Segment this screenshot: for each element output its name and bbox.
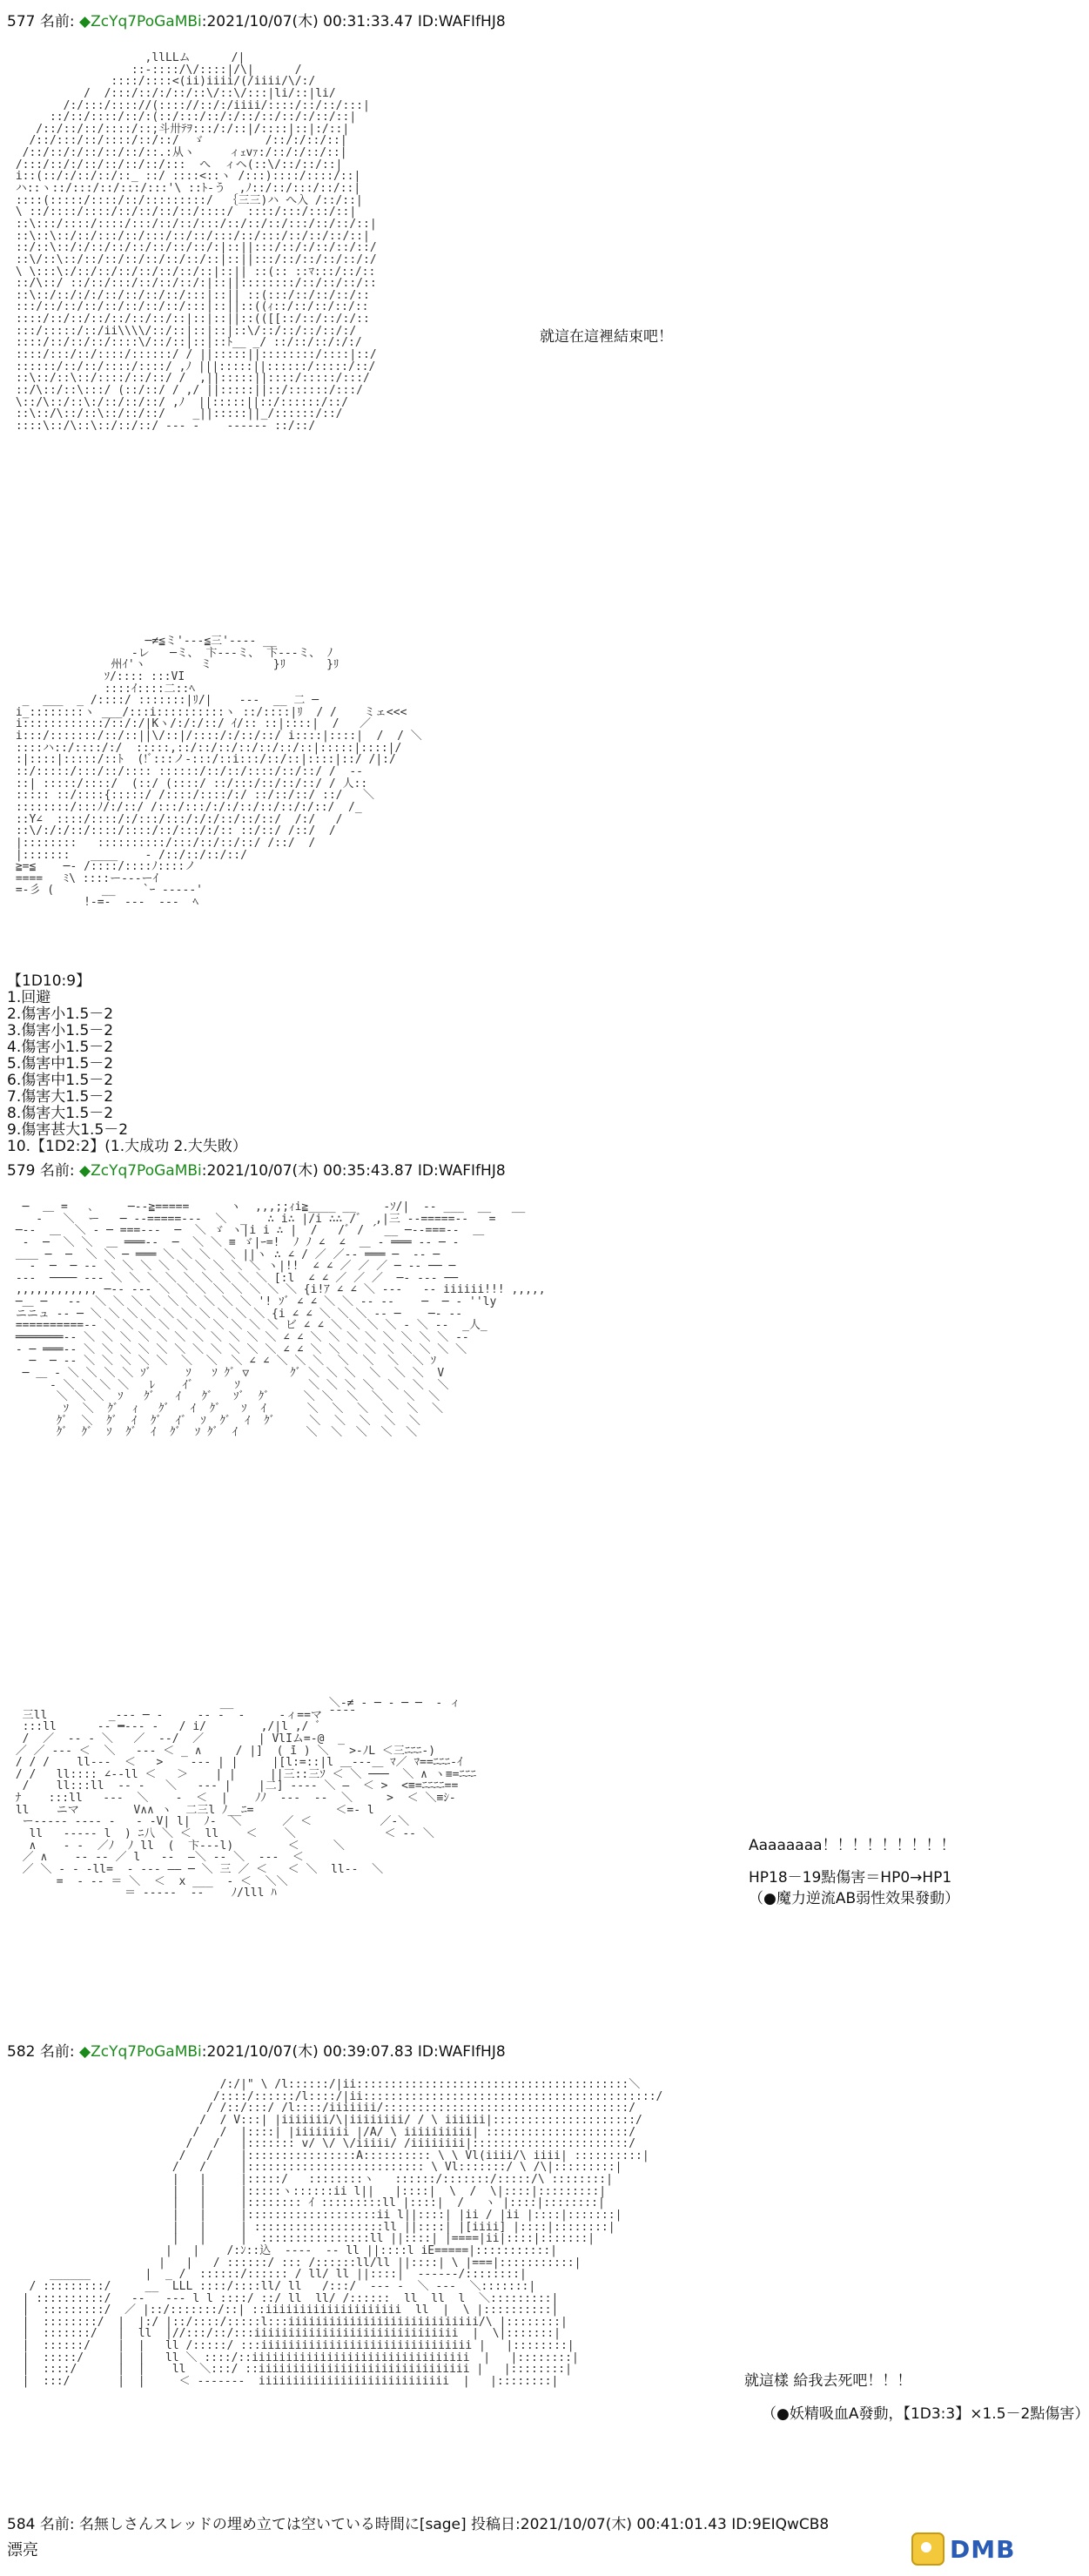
ascii-art-fallen-figure: __ ＼‐≠ ‐ ─ ‐ ─ ─ ‐ ィ 三ll _‐‐‐ ─ ‐ ‐‐ ‐ ‐ ‐ィ==マ ̄ ̄ ̄ ̄ :::ll ‐‐ ━‐‐‐ ‐ / i/ ,/|l ,/ ﾞ / ／ ‐‐ ‐ ＼ ／ ‐‐/ ／ | VlIム=‐@ _ ／ ／ ‐‐‐ ＜ ＼ ‐‐‐ ＜ _ ∧ / |] ( ̄i ) ＼ >‐ﾉL ＜三ﾆﾆﾆ-) / / / ll-‐‐ ＜ > ‐‐‐ | | |[l:=::|l ＿‐‐‐＿ ﾏ／ ﾏ==ﾆﾆﾆ-ｲ / / ll:::: ∠‐‐ll ＜ ＞ | | ||三::三ｿ ＜ ＼ ─── ＼ ∧ ヽ≡=ﾆﾆﾆ / ll:::ll ‐‐ ‐ ＼ ‐‐‐ | |二] ‐‐‐‐ ＼ ― ＜ > <≡=ﾆﾆﾆﾆ== ﾅ :::ll ‐‐‐ ＼ ‐ ＜ | ﾉﾉ ‐‐‐ ‐‐ ＼ > ＜ ＼≡ｼ‐ ll ニマ V∧∧ ヽ 二三l ﾉ__ﾆ= ＜=‐ l ー‐‐‐‐‐ ‐‐‐‐ ‐ ‐ ‐V| l| ﾉ‐ ＼ ／ ＜ ／‐＼ ll ‐‐‐‐‐ l ) ﾆ八 ＼ ＜ ll ＜ ＼ ＜ ‐‐ ＼ ∧ ‐ ‐ ／ﾉ ﾉ ll ( 卞‐‐‐l) ＜ ＼ ／ ∧ ‐‐ ‐‐ ／ l ‐‐ ―＼ ‐‐ ＼ ‐‐‐ ＜ ／ ＼ ‐ ‐ -ll= ‐ ‐‐‐ ―― ─ ＼ 三 ／ ＜ ＜ ＼ ll‐‐ ＼ = ‐ ‐‐ ＝ ＼ ＜ x ___ ‐ ＜ ＼＼ ＝ ‐‐‐‐‐ ‐‐ ﾉ/lll ﾊ: [15, 1697, 476, 1900]
site-logo: [911, 2529, 1042, 2569]
post-header-577: [7, 9, 506, 30]
post-579-side-line-2: HP18－19點傷害＝HP0→HP1: [749, 1869, 952, 1887]
post-meta: 投稿日:2021/10/07(木) 00:41:01.43 ID:9EIQwCB8: [471, 2516, 830, 2533]
dice-line: 5.傷害中1.5－2: [7, 1055, 114, 1073]
dice-line: 10.【1D2:2】(1.大成功 2.大失敗）: [7, 1138, 247, 1156]
dice-line: 9.傷害甚大1.5－2: [7, 1121, 129, 1140]
post-trip[interactable]: ◆ZcYq7PoGaMBi: [79, 13, 202, 30]
post-number: 577: [7, 13, 36, 30]
logo-icon: [911, 2532, 944, 2566]
ascii-art-standing-figure: /:/|" \ /l::::::/|ii::::::::::::::::::::::::::::::::::::::::＼ /::::/::::::/l::::/|ii:::::::::::::::::::::::::::::::::::::::::::/ / /::/:::/ /l::::/iiiiiii/::::::::::::::::::::::::::::::::::::/ / / V:::| |iiiiiii/\|iiiiiiii/ / \ iiiiii|:::::::::::::::::::::/ / / |::::| |iiiiiiii |/A/ \ iiiiiiiiii| :::::::::::::::::::::/ / / |::::::: v/ \/ \/iiiii/ /iiiiiiii|:::::::::::::::::::::::/ / / |::::::::::::::::A:::::::::: \ \ Vl(iiii/\ iiii| ::::::::::| / / |:::::::::::::::::::::::::: \ Vl:::::::/ \ /\|:::::::::| | | |:::::/ ::::::::ヽ ::::::/:::::::/:::::/\ ::::::::| | | |:::::ヽ::::::ii l|| |::::| \ / \|::::|:::::::::| | | |:::::::: ｲ :::::::::ll |::::| / ヽ |::::|::::::::| | | |:::::::::::::::::::ii l||::::| |ii / |ii |::::|:::::::| | | | :::::::::::::::::::ll ||::::| |[iiii] |::::|::::::::| | | | ::::::::::::::::ll ||::::| |====|ii|::::|:::::::| | | /:ﾝ::込 ‐‐‐‐ ‐‐ ll ||::::l iE=====|:::::::::::| | | / ::::::/ ::: /::::::ll/ll ||::::| \ |===|:::::::::::| ______ | _ / ::::::/:::::: / ll/ ll ||::::| ‐‐‐‐‐‐/::::::::| / :::::::::/ __ LLL ::::/::::ll/ ll /:::/ ‐‐‐ ‐ ＼ ‐‐‐ ＼:::::::| | ::::::::::/ ‐‐ ‐‐‐ l l ::::/ ::/ ll ll/ /:::::: ll ll l ＼:::::::::| | :::::::::/ ／ |::/:::::::/::| ::iiiiiiiiiiiiiiiiiiii ll | \ |::::::::::| | ::::::::/ | |:/ |::/::::/:::::l:::iiiiiiiiiiiiiiiiiiiiiiiiiiii/\ |::::::::| | :::::::/ | ll |//:::/::/:::iiiiiiiiiiiiiiiiiiiiiiiiiiiiii | \|:::::::| | ::::::/ | | ll /:::::/ :::iiiiiiiiiiiiiiiiiiiiiiiiiiiiiii | |::::::::| | :::::/ | | ll ＼ ::::/::iiiiiiiiiiiiiiiiiiiiiiiiiiiiiiii | |::::::::| | ::::/ | | ll ＼:::/ ::iiiiiiiiiiiiiiiiiiiiiiiiiiiiiii | |::::::::| | :::/ | | ＜ ‐‐‐‐‐‐‐ iiiiiiiiiiiiiiiiiiiiiiiiiiii | |::::::::|: [22, 2078, 663, 2389]
ascii-art-figure-2: ─≠≦ミ'‐‐‐≦三'‐‐‐‐ __ ‐レ ─ミ、 卞‐‐‐ミ、 卞‐‐‐ミ、 ﾉ 州ｲ'ヽ ミ }ﾘ }ﾘ ｿ/:::: :::VI ::::ｲ::::二::ﾍ _ ___ _ /::::/ :::::::|ﾘ/| ‐‐‐ __ 二 ─ i_::::::::ヽ ___/:::i::::::::::ヽ ::/::::|ﾘ / / ミェ<<< i::::::::::::/::/:/|Kヽ/:/:/::/ ｲ/:: ::|::::| / ／ i:::/:::::::/::/::||\/::|/::::/:/::/::/ i::::|::::| / / ＼ ::::ハ::/::::/:/ :::::,::/::/::/::/::/::/::|:::::|::::|/ :|::::|:::::/::ﾄ (!ﾞ:::ノ‐:::/::i:::/::/::|::::|::/ /|:/ ::/:::::/:::/::/:::: ::::::/::/::/::::/::/::/ / -‐ ::| :::::/::::/ (::/ (::::/ ::/:::/::/::/::/ / 人:: ::::: ::/::::{:::::/ /::::/::::/:/ ::/::/::/ ::/ ＼ ::::::::/:::ﾉ/:/::/ /:::/:::/:/:/::/::/::/:/::/ /_ ::Y∠ ::::/::::/:/:::/:::/:/:/::/::/::/ /:/ / ::\/:/:/::/::::/::::/::/:::/:/:: ::/::/ /::/ / |:::::::: ::::::::::/:::/::/::/::/ /::/ / |::::::: ____ ‐ /::/::/::/::/ ≧=≦ ─‐ /::::/::::ﾉ::::ノ ==== ﾐ\ ::::ー---ーｲ =‐彡 ( __ `ｰ ‐‐--‐' !‐=‐ ‐‐‐ ‐‐‐ ﾍ: [15, 635, 422, 910]
post-meta: :2021/10/07(木) 00:39:07.83 ID:WAFIfHJ8: [201, 2043, 506, 2061]
post-582-side-line-1: 就這樣 給我去死吧！！！: [744, 2372, 912, 2390]
dice-line: 7.傷害大1.5－2: [7, 1088, 114, 1106]
dice-line: 6.傷害中1.5－2: [7, 1072, 114, 1090]
logo-text: DMB: [950, 2534, 1016, 2564]
post-number: 584: [7, 2516, 36, 2533]
dice-line: 4.傷害小1.5－2: [7, 1039, 114, 1057]
dice-line: 8.傷害大1.5－2: [7, 1105, 114, 1123]
post-header-582: [7, 2039, 506, 2061]
dice-line: 2.傷害小1.5－2: [7, 1006, 114, 1024]
post-584-body: 漂亮: [7, 2541, 38, 2559]
post-trip[interactable]: ◆ZcYq7PoGaMBi: [79, 1162, 202, 1180]
post-header-584: [7, 2512, 829, 2533]
dice-result-block: [7, 973, 247, 1155]
ascii-art-figure-1: ,llLLム /| ::-::::/\/::::|/\| / ::::/::::<(ii)iiii/(/iiii/\/:/ / /:::/::/:/::/::\/::\/:::|li/::|li/ /:/:::/:::://(:::://::/:/iiii/::::/::/::/:::| ::/::/::::/::/:(::/:::/::/:/::/::/::/:/::/::| /::/::/::/::::/::;斗卅ﾃｦ:::/:/::|/::::|::|:/::| /::/:::/::/::::/::/::/ ゞ /::/:/::/::| /::/::/:/::/::/::/::.:从ヽ ィｪvｧ:/::/:/::/::| /:::/::/:/::/::/::/::/::: へ ィヘ(::\/::/::/::| i::(::/:/::/::/::_ ::/ ::::<::ヽ /:::)::::/::::/::| ハ::ヽ::/:::/::/:::/:::'\ ::ﾄ-う ,ﾉ::/::/:::/::/::| ::::(:::::/::::/::/:::::::::/ ｛三三)ハ へ入 /::/::| \ ::/::::/::::/::/::/::/::/::::/ ::::/:::/:::/::| ::\:::/::::/::::/:::/::/::/:::/::/::/::/:::/::/::/::| ::\::\::/::/:::/::/:::/::/::/:::/::/:::/::/::/::/::| ::/::\::/:/::/::/::/::/::/::/:|::||:::/::/:/::/::/::/ ::\/::\::/::/::/::/::/::/::/::|::||:::/::/::/::/::/:/ \ \:::\:/::/::/::/::/::/::/::|::|| ::(:: ::ﾏ:::/::/:: ::/\::/ ::/::/:::/::/::/::/:|::||::::::::/::/::/::/:: ::\::/::/:/:/::/::/::/::/:::|::|| ::(:::/::/::/::/:: :::/::/::/::/::/::/::/::/:::|::||::((ｨ::/::/::/::/:: ::::/::/::/::/::/::/::/::|::|::||::(([[::/::/::/:/:: :::/:::::/::/ii\\\\/::/::|::|::|::\/::/::/::/::/:/ ::::/::/::/::/::::\/::/::|::|::ﾄ__ _/ ::/::/::/:/:/ ::::/:::/::/::::/::::::/ / ||:::::||::::::::/::::|::/ ::::::/::/::/::::/::::/ ,ﾉ |||:::::||::::::/:::::/::/ ::\::/::\::/::::/::/::/ / ,||:::::||::::/:::::/:::/ ::/\::/::\:::/ (::/::/ / ,/ ||:::::||::/::::::/:::/ \::/\::/::\:/::/::/::/ ,ﾉ ||:::::||::/::::::/::/ ::\::/\::/::\::/::/::/ _||:::::||_/::::::/::/ ::::\::/\::\::/::/::/ --‐ ‐ ‐‐‐--- ::/::/: [15, 51, 377, 433]
ascii-art-explosion: ─ ＿ = ､ ─‐‐≧===== ヽ ,,,;;ｨi≧____ __ -ｿ/| ‐‐ ___ __ __ ‐ ＼ ー ─ ‐‐=====‐‐‐ ＼ _ ∴ i∴ |/i ∴∴ /ﾞ ,|三 ‐‐=====‐‐ = ─‐‐ ＿ ＼ ‐ ─ ===‐‐‐ ─ ＼ ゞ ヽ|i i ∴ | / /ﾞ / ´ __ ─‐‐===‐‐ ＿ ‐ ─ ＼ ＼ ＿ ═══‐‐ ─ ＼ ＼ ≡ ゞ|ｰ=! ﾉ ﾉ ∠ ∠ ＿ ‐ ═══ ‐‐ ─ ‐ ＿＿ ─ ─ ＼ ＼ ─ ═══ ＼ ＼ ＼ ＼ ||ヽ ∴ ∠ / ／ ／‐‐ ═══ ─ ‐‐ ─ ‐ ─ ─ ‐‐ ＼ ＼ ＼ ＼ ＼ ＼ ＼ ＼ ＼ ヽ|!! ∠ ∠ ／ ／ ／ ─ ‐‐ ── ─ ‐‐‐ ──── ‐‐‐ ＼ ＼ ＼ ＼ ＼ ＼ ＼ ＼ ＼ [:l ∠ ∠ ／ ／ ／ ─‐ ‐‐‐ ── ,,,,,,,,,,,, ─‐‐ ‐‐‐ ＼ ＼ ＼ ＼ ＼ ＼ ＼ ＼ {i!ｱ ∠ ∠ ＼ ‐‐‐ ‐‐ iiiiii!!! ,,,,, ─＿ ─ ‐‐ ＼ ＼ ＼ ＼ ＼ ＼ ＼ ＼ ＼ '! ｿﾞ ∠ ∠ ＼ ＼ ‐‐ ‐‐ ─ ─ ‐ ''ly ニニュ ‐‐ ─ ＼ ＼ ＼ ＼ ＼ ＼ ＼ ＼ ＼ ＼ {i ∠ ∠ ＼ ＼ ＼ ‐‐ ─ ─‐ ‐‐ ==========‐‐ ＼ ＼ ＼ ＼ ＼ ＼ ＼ ＼ ＼ ＼ ビ ∠ ∠ ＼ ＼ ＼ ＼ ‐ ＼ ‐‐ _人_ ═══════‐‐ ＼ ＼ ＼ ＼ ＼ ＼ ＼ ＼ ＼ ＼ ＼ ∠ ∠ ＼ ＼ ＼ ＼ ＼ ＼ ＼ ＼ ‐‐ ‐ ─ ═══‐‐ ＼ ＼ ＼ ＼ ＼ ＼ ＼ ＼ ＼ ＼ ＼ ∠ ∠ ＼ ＼ ＼ ＼ ＼ ＼ ＼ ＼ ＼ ─ ─ ‐‐ ＼ ＼ ＼ ＼ ＼ ＼ ＼ ＼ ∠ ∠ ＼ ＼ ＼ ＼ ＼ ＼ ＼ ｿ ─ ＿ ‐ ＼ ＼ ＼ ＼ ｿﾞ ｿ ｿ ｸﾞ ▽ ｸﾞ ＼ ＼ ＼ ＼ ＼ ＼ V ‐ ＼ ＼ ＼ ＼ ﾚ ｲﾞ ｿ ＼ ＼ ＼ ＼ ＼ ＼ ＼ ＼ ＼ ＼ ｿ ｸﾞ ｲ ｸﾞ ｿﾞ ｸﾞ ＼ ＼ ＼ ＼ ＼ ＼ ｿ ＼ ｸﾞ ｨ ｸﾞ ｲ ｸﾞ ｿ ｲ ＼ ＼ ＼ ＼ ＼ ＼ ｸﾞ ＼ ｸﾞ ｲ ｸﾞ ｲﾞ ｿ ｸﾞ ｲ ｸﾞ ＼ ＼ ＼ ＼ ＼ ｸﾞ ｸﾞ ｿ ｸﾞ ｲ ｸﾞ ｿ ｸﾞ ｲ ＼ ＼ ＼ ＼ ＼: [15, 1201, 546, 1440]
post-579-side-line-1: Aaaaaaaa！！！！！！！！！: [749, 1837, 956, 1854]
post-name-label: 名前:: [39, 2043, 75, 2061]
post-trip[interactable]: ◆ZcYq7PoGaMBi: [79, 2043, 202, 2061]
post-name-label: 名前:: [39, 1162, 75, 1180]
post-meta: :2021/10/07(木) 00:31:33.47 ID:WAFIfHJ8: [201, 13, 506, 30]
dice-title: 【1D10:9】: [7, 972, 91, 990]
post-number: 579: [7, 1162, 36, 1180]
post-name: 名無しさんスレッドの埋め立ては空いている時間に[sage]: [79, 2516, 467, 2533]
dice-line: 1.回避: [7, 989, 51, 1007]
post-name-label: 名前:: [39, 2516, 75, 2533]
post-582-side-line-2: （●妖精吸血A發動，【1D3:3】×1.5－2點傷害）: [762, 2405, 1089, 2423]
post-meta: :2021/10/07(木) 00:35:43.87 ID:WAFIfHJ8: [201, 1162, 506, 1180]
post-number: 582: [7, 2043, 36, 2061]
dice-line: 3.傷害小1.5－2: [7, 1022, 114, 1040]
post-577-side-text: 就這在這裡結束吧！: [540, 328, 673, 346]
post-579-side-line-3: （●魔力逆流AB弱性效果發動）: [749, 1890, 960, 1907]
post-header-579: [7, 1158, 506, 1180]
post-name-label: 名前:: [39, 13, 75, 30]
